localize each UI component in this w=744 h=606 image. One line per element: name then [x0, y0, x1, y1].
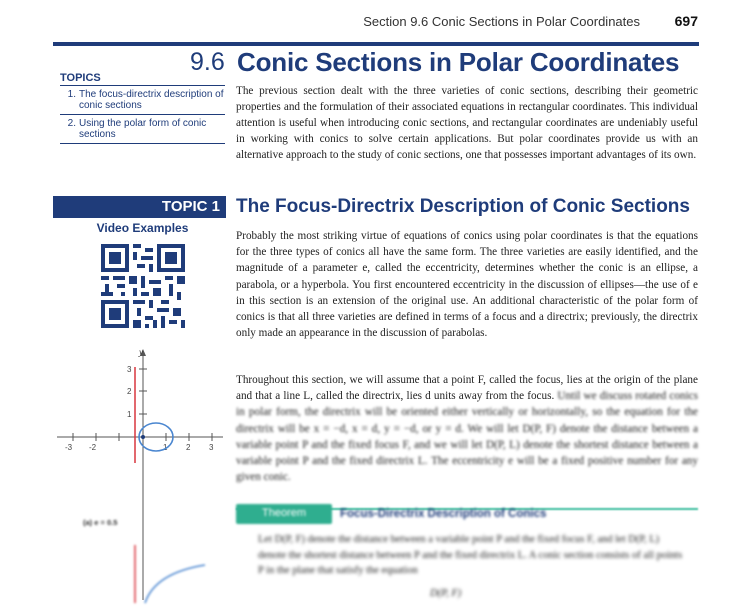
topic-link-2[interactable] — [60, 115, 225, 144]
body-paragraph-1: Probably the most striking virtue of equations of conics using polar coordinates is that the equations for the three types of conics all have the same form. The three varieties are easily identified, and the magnitude of a parameter e, called the eccentricity, determines whether the conic is an ellipse, a parabola, or a hyperbola. You first encountered eccentricity in the discussion of ellipses—the use of e in this section is an extension of the original use. An additional characteristic of the polar form of conics is that all three varieties are defined in terms of a focus and a directrix; previously, the directrix only made an appearance in the discussion of parabolas. — [236, 230, 698, 340]
topic-banner-label: TOPIC 1 — [161, 198, 220, 215]
paragraph-text-clear: Throughout this section, we will assume that a point F, called the focus, lies at the origin of the plane and that a line L, called the directrix, lies d units away from the focus. — [236, 374, 698, 403]
topic-number: 2. — [67, 118, 76, 129]
graph-caption: (a) e = 0.5 — [83, 518, 118, 527]
theorem-tag — [236, 504, 332, 524]
x-tick-label: -3 — [65, 443, 73, 452]
theorem-formula: D(P, F) — [430, 588, 462, 599]
page-number: 697 — [674, 13, 698, 29]
topics-heading: TOPICS — [60, 72, 225, 86]
theorem-title: Focus-Directrix Description of Conics — [340, 508, 547, 520]
parabola-curve — [145, 565, 205, 603]
topic-title: The Focus-Directrix Description of Conic Sections — [236, 196, 690, 217]
video-examples-label: Video Examples — [96, 221, 189, 235]
paragraph-text-blurred: Until we discuss rotated conics in polar form, the directrix will be oriented either vertically or horizontally, so the equation for the directrix will be x = −d, x = d, y = −d, or y = d. We will let D(P, F) denote the distance between a variable point P and the fixed focus F, and we will let D(P, L) denote the shortest distance between a variable point P and the fixed directrix L. The eccentricity e will be a fixed positive number for any given conic. — [236, 390, 698, 484]
running-title: Section 9.6 Conic Sections in Polar Coordinates — [363, 14, 640, 29]
x-tick-label: -2 — [89, 443, 97, 452]
running-header — [0, 12, 698, 32]
qr-code-icon[interactable] — [101, 244, 185, 328]
theorem-tag-label: Theorem — [262, 507, 307, 519]
topic-label: The focus-directrix description of conic sections — [79, 89, 224, 111]
y-tick-label: 1 — [127, 410, 132, 419]
focus-point — [141, 435, 145, 439]
x-tick-label: 2 — [186, 443, 191, 452]
top-rule — [53, 42, 699, 46]
topic-banner — [53, 196, 226, 218]
body-paragraph-2 — [236, 372, 698, 485]
intro-paragraph: The previous section dealt with the three varieties of conic sections, describing their geometric properties and the formulation of their associated equations in rectangular coordinates. This individual attention is useful when introducing conic sections, and rectangular coordinates are undeniably useful in working with conics to solve certain applications. But polar coordinates provide us with an alternative approach to the study of conic sections, one that possesses important advantages of its own. — [236, 85, 698, 161]
x-tick-label: 1 — [163, 443, 168, 452]
topic-label: Using the polar form of conic sections — [79, 118, 207, 140]
section-title: Conic Sections in Polar Coordinates — [237, 47, 680, 77]
conic-graph — [55, 345, 225, 606]
topic-link-1[interactable] — [60, 86, 225, 115]
section-number: 9.6 — [190, 48, 225, 76]
y-tick-label: 2 — [127, 387, 132, 396]
theorem-body: Let D(P, F) denote the distance between a variable point P and the fixed focus F, and let D(P, L) denote the shortest distance between P and the fixed directrix L. A conic section consists of all points P in the plane that satisfy the equation — [258, 534, 683, 576]
y-tick-label: 3 — [127, 365, 132, 374]
topic-number: 1. — [67, 89, 76, 100]
x-tick-label: 3 — [209, 443, 214, 452]
y-axis-label: y — [139, 347, 143, 357]
paragraph-text — [236, 374, 698, 483]
topics-box — [60, 72, 225, 144]
